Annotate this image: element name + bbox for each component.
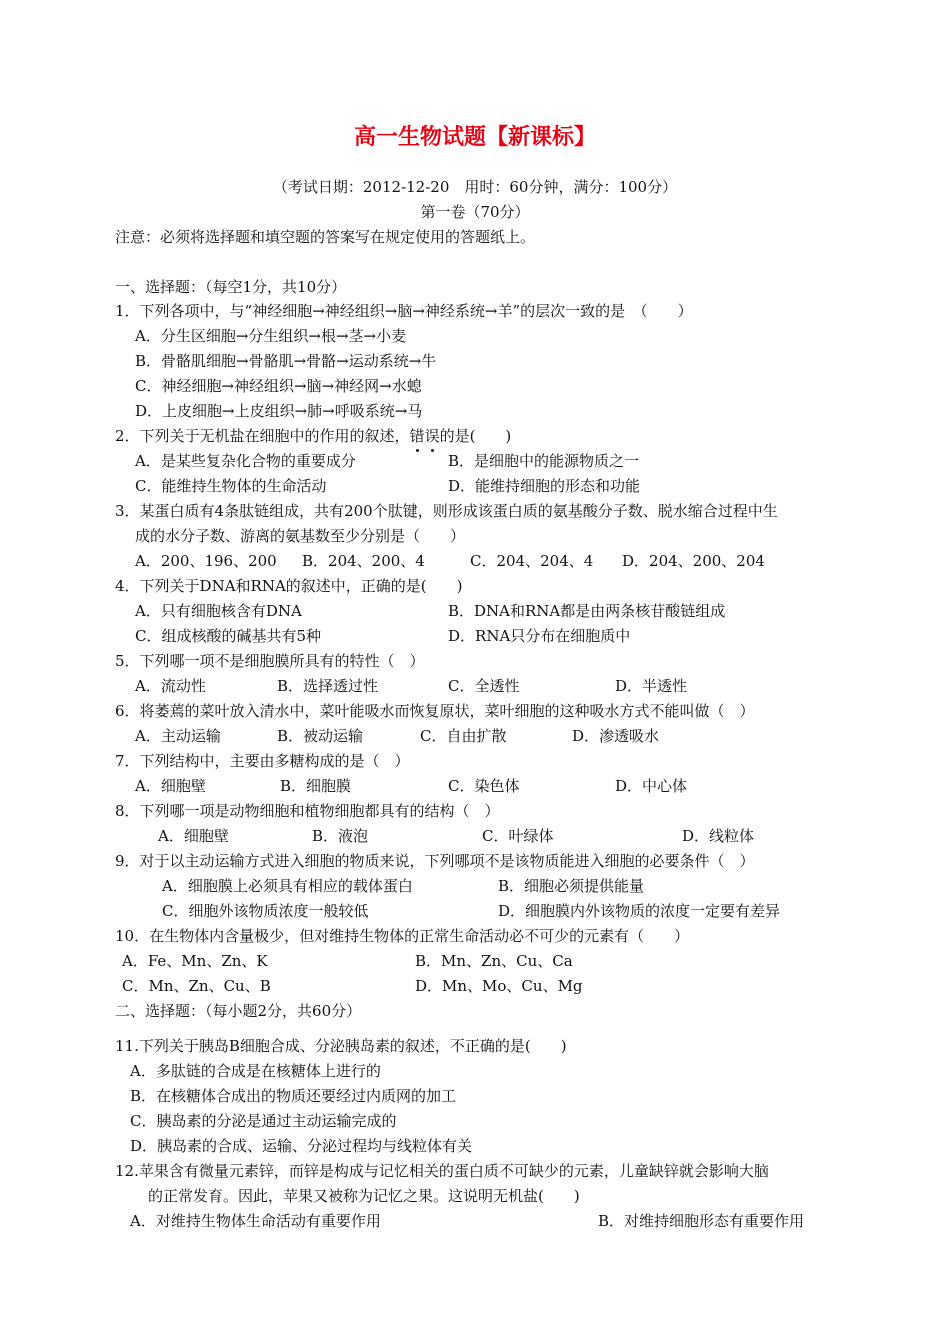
question-11-stem: 11.下列关于胰岛B细胞合成、分泌胰岛素的叙述，不正确的是( ) — [115, 1037, 567, 1055]
notice-text: 注意：必须将选择题和填空题的答案写在规定使用的答题纸上。 — [115, 228, 536, 246]
question-10-option-c: C．Mn、Zn、Cu、B — [122, 977, 271, 995]
question-7-stem: 7．下列结构中，主要由多糖构成的是（ ） — [115, 752, 410, 770]
question-1-option-b: B．骨骼肌细胞→骨骼肌→骨骼→运动系统→牛 — [135, 352, 437, 370]
question-5-option-a: A．流动性 — [135, 677, 206, 695]
question-9-option-c: C．细胞外该物质浓度一般较低 — [162, 902, 369, 920]
question-2-option-a: A．是某些复杂化合物的重要成分 — [135, 452, 356, 470]
exam-info: （考试日期：2012-12-20 用时：60分钟，满分：100分） — [272, 178, 678, 196]
question-4-stem: 4．下列关于DNA和RNA的叙述中，正确的是( ) — [115, 577, 463, 595]
volume-heading: 第一卷（70分） — [420, 203, 530, 221]
question-9-option-a: A．细胞膜上必须具有相应的载体蛋白 — [162, 877, 413, 895]
question-11-option-d: D．胰岛素的合成、运输、分泌过程均与线粒体有关 — [130, 1137, 473, 1155]
question-2-stem-pre: 2．下列关于无机盐在细胞中的作用的叙述， — [115, 427, 410, 445]
question-2-stem-post: 的是( ) — [439, 427, 512, 445]
question-10-option-a: A．Fe、Mn、Zn、K — [122, 952, 268, 970]
page-title: 高一生物试题【新课标】 — [353, 125, 596, 150]
question-9-stem: 9．对于以主动运输方式进入细胞的物质来说，下列哪项不是该物质能进入细胞的必要条件（ ） — [115, 852, 755, 870]
question-3-stem-line-1: 3．某蛋白质有4条肽链组成，共有200个肽键，则形成该蛋白质的氨基酸分子数、脱水缩合过程中生 — [115, 502, 778, 520]
question-7-option-c: C．染色体 — [448, 777, 520, 795]
question-1-option-d: D．上皮细胞→上皮组织→肺→呼吸系统→马 — [135, 402, 423, 420]
question-8-option-a: A．细胞壁 — [158, 827, 229, 845]
emphasis-char-2: 误 — [424, 427, 440, 445]
question-9-option-b: B．细胞必须提供能量 — [498, 877, 645, 895]
section-2-heading: 二、选择题：（每小题2分，共60分） — [115, 1002, 362, 1020]
question-2-stem — [115, 425, 511, 447]
question-1-stem: 1．下列各项中，与“神经细胞→神经组织→脑→神经系统→羊”的层次一致的是 （ ） — [115, 302, 693, 320]
question-8-option-c: C．叶绿体 — [482, 827, 554, 845]
question-3-option-a: A．200、196、200 — [135, 552, 277, 570]
question-2-option-b: B．是细胞中的能源物质之一 — [448, 452, 640, 470]
question-10-option-d: D．Mn、Mo、Cu、Mg — [415, 977, 583, 995]
question-3-option-d: D．204、200、204 — [622, 552, 765, 570]
question-12-stem-line-2: 的正常发育。因此，苹果又被称为记忆之果。这说明无机盐( ) — [148, 1187, 580, 1205]
question-8-option-d: D．线粒体 — [682, 827, 755, 845]
question-2-option-c: C．能维持生物体的生命活动 — [135, 477, 327, 495]
question-6-option-b: B．被动运输 — [277, 727, 364, 745]
question-10-stem: 10．在生物体内含量极少，但对维持生物体的正常生命活动必不可少的元素有（ ） — [115, 927, 690, 945]
question-4-option-b: B．DNA和RNA都是由两条核苷酸链组成 — [448, 602, 726, 620]
question-8-option-b: B．液泡 — [312, 827, 369, 845]
question-11-option-a: A．多肽链的合成是在核糖体上进行的 — [130, 1062, 381, 1080]
question-4-option-a: A．只有细胞核含有DNA — [135, 602, 302, 620]
question-7-option-a: A．细胞壁 — [135, 777, 206, 795]
question-4-option-d: D．RNA只分布在细胞质中 — [448, 627, 631, 645]
question-5-stem: 5．下列哪一项不是细胞膜所具有的特性（ ） — [115, 652, 425, 670]
question-10-option-b: B．Mn、Zn、Cu、Ca — [415, 952, 573, 970]
question-6-option-a: A．主动运输 — [135, 727, 221, 745]
question-5-option-d: D．半透性 — [615, 677, 688, 695]
question-11-option-c: C．胰岛素的分泌是通过主动运输完成的 — [130, 1112, 397, 1130]
question-1-option-c: C．神经细胞→神经组织→脑→神经网→水螅 — [135, 377, 422, 395]
question-6-option-d: D．渗透吸水 — [572, 727, 660, 745]
emphasis-char-1: 错 — [409, 427, 425, 445]
question-12-stem-line-1: 12.苹果含有微量元素锌，而锌是构成与记忆相关的蛋白质不可缺少的元素，儿童缺锌就会影响大脑 — [115, 1162, 769, 1180]
question-3-option-c: C．204、204、4 — [470, 552, 594, 570]
question-6-option-c: C．自由扩散 — [420, 727, 507, 745]
question-3-stem-line-2: 成的水分子数、游离的氨基数至少分别是（ ） — [135, 527, 466, 545]
question-7-option-b: B．细胞膜 — [280, 777, 352, 795]
question-1-option-a: A．分生区细胞→分生组织→根→茎→小麦 — [135, 327, 407, 345]
question-7-option-d: D．中心体 — [615, 777, 688, 795]
question-5-option-b: B．选择透过性 — [277, 677, 379, 695]
question-12-option-a: A．对维持生物体生命活动有重要作用 — [130, 1212, 381, 1230]
question-2-option-d: D．能维持细胞的形态和功能 — [448, 477, 641, 495]
question-5-option-c: C．全透性 — [448, 677, 520, 695]
question-3-option-b: B．204、200、4 — [302, 552, 425, 570]
question-4-option-c: C．组成核酸的碱基共有5种 — [135, 627, 322, 645]
section-1-heading: 一、选择题：（每空1分，共10分） — [115, 278, 347, 296]
question-12-option-b: B．对维持细胞形态有重要作用 — [598, 1212, 805, 1230]
question-9-option-d: D．细胞膜内外该物质的浓度一定要有差异 — [498, 902, 781, 920]
question-6-stem: 6．将萎蔫的菜叶放入清水中，菜叶能吸水而恢复原状，菜叶细胞的这种吸水方式不能叫做（ ） — [115, 702, 755, 720]
question-8-stem: 8．下列哪一项是动物细胞和植物细胞都具有的结构（ ） — [115, 802, 500, 820]
question-11-option-b: B．在核糖体合成出的物质还要经过内质网的加工 — [130, 1087, 457, 1105]
